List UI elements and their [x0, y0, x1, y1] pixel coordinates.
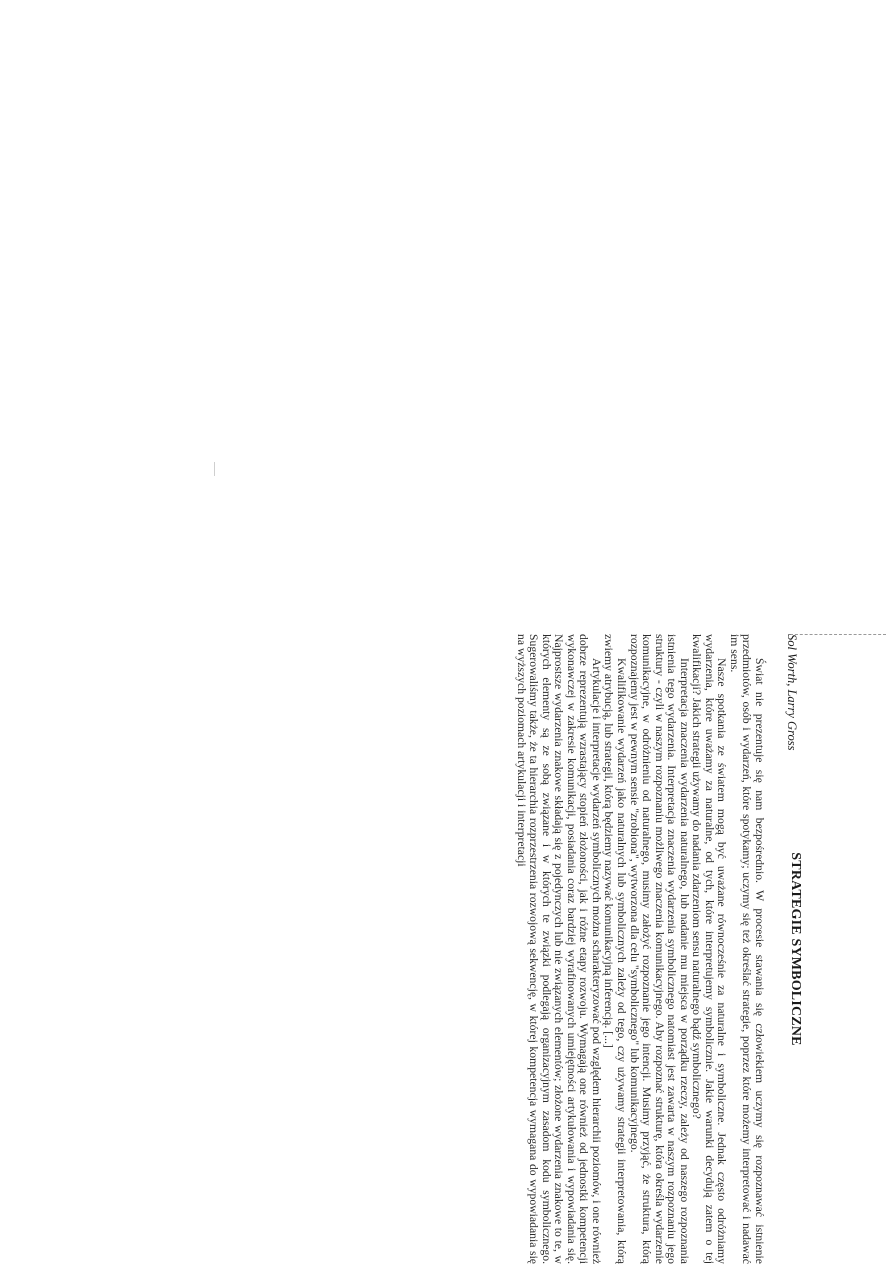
- page-title: STRATEGIE SYMBOLICZNE: [788, 852, 803, 1046]
- paragraph: Interpretacja znaczenia wydarzenia naturalnego, lub nadanie mu miejsca w porządku rzeczy, zależy od naszego rozpoznania istnienia tego wydarzenia. Interpretacja znaczenia wydarzenia symbolicznego natomiast jest zawarta w naszym rozpoznaniu jego struktury - czyli w naszym rozpoznaniu możliwego znaczenia komunikacyjnego. Aby rozpoznać strukturę, która określa wydarzenie komunikacyjne, w odróżnieniu od naturalnego, musimy założyć rozpoznanie jego intencji. Musimy przyjąć, że struktura, którą rozpoznajemy jest w pewnym sensie "zrobiona", wytworzona dla celu "symbolicznego" lub komunikacyjnego.: [627, 634, 691, 1264]
- scan-artifact-mark: [214, 462, 215, 476]
- body-text: [514, 634, 765, 1264]
- paragraph: Nasze spotkania ze światem mogą być uważane równocześnie za naturalne i symboliczne. Jednak często odróżniamy wydarzenia, które uważamy za naturalne, od tych, które interpretujemy symbolicznie. Jakie warunki decydują zatem o tej kwalifikacji? Jakich strategii używamy do nadania zdarzeniom sensu naturalnego bądź symbolicznego?: [690, 634, 729, 1264]
- paragraph: Kwalifikowanie wydarzeń jako naturalnych lub symbolicznych zależy od tego, czy używamy strategii interpretowania, którą zwiemy atrybucją, lub strategii, którą będziemy nazywać komunikacyjną inferencją. [...]: [602, 634, 628, 1264]
- rotated-text-block: [323, 634, 883, 1264]
- author-line: Sol Worth, Larry Gross: [785, 634, 799, 751]
- paragraph: Świat nie prezentuje się nam bezpośrednio. W procesie stawania się człowiekiem uczymy się rozpoznawać istnienie przedmiotów, osób i wydarzeń, które spotykamy; uczymy się też określać strategie, poprzez które możemy interpretować i nadawać im sens.: [727, 634, 766, 1264]
- paragraph: Artykulacje i interpretacje wydarzeń symbolicznych można scharakteryzować pod względem hierarchii poziomów, i one również dobrze reprezentują wzrastający stopień złożoności, jak i różne etapy rozwoju. Wymagają one również od jednostki kompetencji wykonawczej w zakresie komunikacji, posiadania coraz bardziej wyrafinowanych umiejętności artykułowania i wypowiadania się. Najprostsze wydarzenia znakowe składają się z pojedynczych lub nie związanych elementów; złożone wydarzenia znakowe to te, w których elementy są ze sobą związane i w których te związki podlegają organizacyjnym zasadom kodu symbolicznego. Sugerowaliśmy także, że ta hierarchia rozprzestrzenia rozwojową sekwencję, w której kompetencja wymagana do wypowiadania się na wyższych poziomach artykulacji i interpretacji: [514, 634, 603, 1264]
